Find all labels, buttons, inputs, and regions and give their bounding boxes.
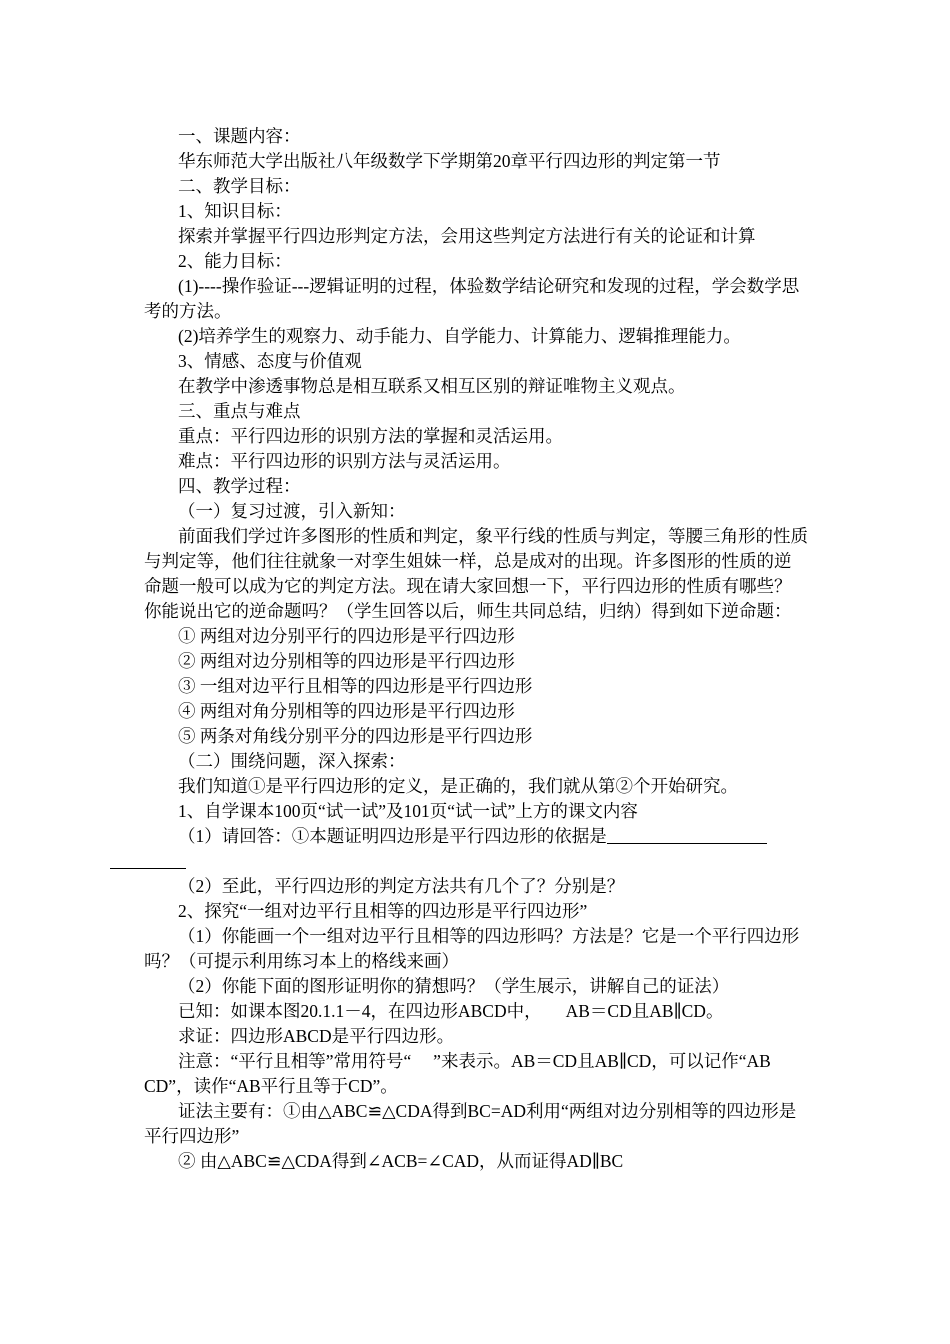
paragraph-to-prove: 求证：四边形ABCD是平行四边形。 [178,1026,455,1046]
paragraph-keypoint: 重点：平行四边形的识别方法的掌握和灵活运用。 [178,426,563,446]
section-heading-keypoints: 三、重点与难点 [178,401,301,421]
paragraph-proof-method-1: 证法主要有：①由△ABC≌△CDA得到BC=AD利用“两组对边分别相等的四边形是平行四边形” [144,1101,797,1146]
paragraph-ability-2: (2)培养学生的观察力、动手能力、自学能力、计算能力、逻辑推理能力。 [178,326,741,346]
paragraph-review: 前面我们学过许多图形的性质和判定，象平行线的性质与判定，等腰三角形的性质与判定等，他们往往就象一对孪生姐妹一样，总是成对的出现。许多图形的性质的逆命题一般可以成为它的判定方法。现在请大家回想一下，平行四边形的性质有哪些？你能说出它的逆命题吗？（学生回答以后，师生共同总结，归纳）得到如下逆命题： [144,526,808,621]
paragraph-knowledge: 探索并掌握平行四边形判定方法，会用这些判定方法进行有关的论证和计算 [178,226,756,246]
paragraph-self-study: 1、自学课本100页“试一试”及101页“试一试”上方的课文内容 [178,801,638,821]
answer-blank [607,826,767,844]
question-2: （2）至此，平行四边形的判定方法共有几个了？分别是？ [178,876,625,896]
subheading-ability: 2、能力目标： [178,251,292,271]
question-1 [144,824,808,874]
subheading-explore: （二）围绕问题，深入探索： [178,751,406,771]
list-item: ⑤ 两条对角线分别平分的四边形是平行四边形 [178,726,533,746]
paragraph-prove: （2）你能下面的图形证明你的猜想吗？（学生展示，讲解自己的证法） [178,976,730,996]
given-condition: AB＝CD且AB∥CD。 [565,1001,724,1021]
paragraph-explore-2: 2、探究“一组对边平行且相等的四边形是平行四边形” [178,901,588,921]
section-heading-process: 四、教学过程： [178,476,301,496]
list-item: ④ 两组对角分别相等的四边形是平行四边形 [178,701,515,721]
document-body [144,124,808,1174]
paragraph-note: 注意：“平行且相等”常用符号“ ”来表示。AB＝CD且AB∥CD，可以记作“AB CD”，读作“AB平行且等于CD”。 [144,1051,771,1096]
paragraph-draw: （1）你能画一个一组对边平行且相等的四边形吗？方法是？它是一个平行四边形吗？（可提示利用练习本上的格线来画） [144,926,800,971]
list-item: ③ 一组对边平行且相等的四边形是平行四边形 [178,676,533,696]
question-1-text: （1）请回答：①本题证明四边形是平行四边形的依据是 [178,826,607,846]
paragraph-attitude: 在教学中渗透事物总是相互联系又相互区别的辩证唯物主义观点。 [178,376,686,396]
paragraph-topic: 华东师范大学出版社八年级数学下学期第20章平行四边形的判定第一节 [178,151,721,171]
paragraph-difficulty: 难点：平行四边形的识别方法与灵活运用。 [178,451,511,471]
section-heading-topic: 一、课题内容： [178,126,301,146]
given-text: 已知：如课本图20.1.1－4，在四边形ABCD中， [178,1001,542,1021]
paragraph-explore-intro: 我们知道①是平行四边形的定义，是正确的，我们就从第②个开始研究。 [178,776,738,796]
subheading-knowledge: 1、知识目标： [178,201,292,221]
paragraph-ability-1: (1)----操作验证---逻辑证明的过程，体验数学结论研究和发现的过程，学会数学思考的方法。 [144,276,800,321]
subheading-attitude: 3、情感、态度与价值观 [178,351,362,371]
paragraph-proof-method-2: ② 由△ABC≌△CDA得到∠ACB=∠CAD，从而证得AD∥BC [178,1151,624,1171]
answer-blank-continued [110,851,186,869]
subheading-review: （一）复习过渡，引入新知： [178,501,406,521]
paragraph-given [144,999,808,1024]
section-heading-goals: 二、教学目标： [178,176,301,196]
list-item: ① 两组对边分别平行的四边形是平行四边形 [178,626,515,646]
list-item: ② 两组对边分别相等的四边形是平行四边形 [178,651,515,671]
